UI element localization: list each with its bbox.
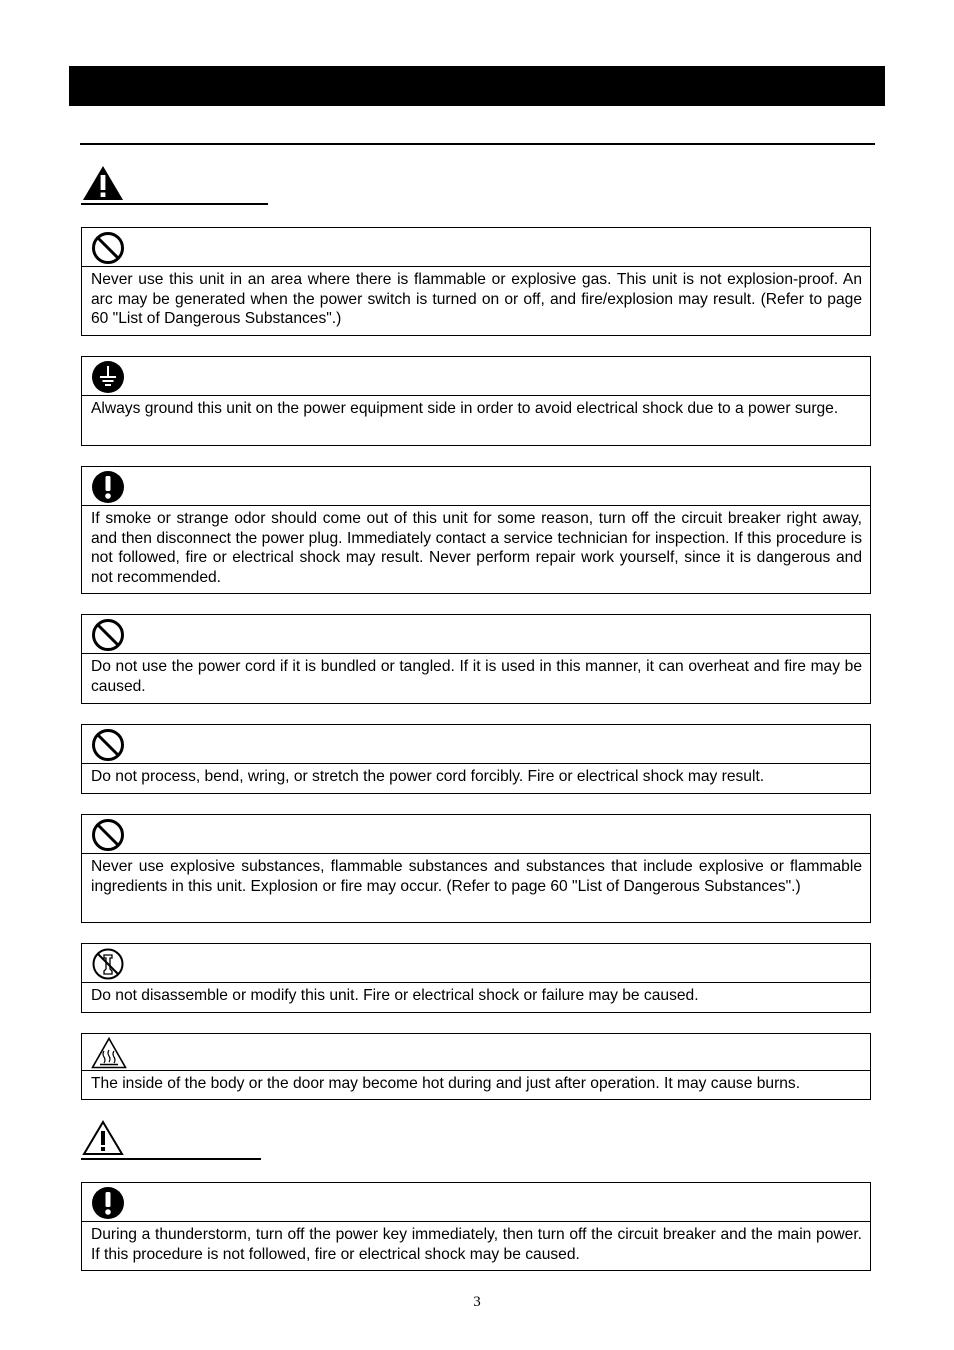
warning-underline: [81, 203, 268, 205]
mandatory-exclamation-icon: [91, 1186, 125, 1220]
warning-section-header: [81, 165, 271, 207]
icon-row: [82, 357, 870, 396]
warning-filled-icon: [82, 165, 124, 201]
caution-item-box: [81, 1182, 871, 1271]
warning-text: Never use this unit in an area where there is flammable or explosive gas. This unit is not explosion-proof. An arc may be generated when the power switch is turned on or off, and fire/explosion may result. (Refer to page 60 "List of Dangerous Substances".): [91, 271, 862, 327]
caution-section-header: [81, 1120, 263, 1162]
prohibition-icon: [91, 231, 125, 265]
warning-item-box: [81, 943, 871, 1013]
warning-text: The inside of the body or the door may become hot during and just after operation. It may cause burns.: [91, 1075, 801, 1092]
icon-row: [82, 944, 870, 983]
icon-row: [82, 228, 870, 267]
page-number: 3: [473, 1294, 481, 1310]
icon-row: [82, 815, 870, 854]
warning-item-box: [81, 356, 871, 446]
warning-item-box: [81, 814, 871, 923]
warning-text: Do not disassemble or modify this unit. Fire or electrical shock or failure may be caused.: [91, 987, 699, 1004]
warning-text: Always ground this unit on the power equipment side in order to avoid electrical shock due to a power surge.: [91, 400, 839, 417]
warning-item-box: [81, 724, 871, 794]
warning-item-box: [81, 466, 871, 594]
ground-icon: [91, 360, 125, 394]
icon-row: [82, 1183, 870, 1222]
caution-underline: [81, 1158, 261, 1160]
icon-row: [82, 1034, 870, 1071]
prohibition-icon: [91, 818, 125, 852]
icon-row: [82, 725, 870, 764]
prohibition-icon: [91, 618, 125, 652]
warning-text: If smoke or strange odor should come out of this unit for some reason, turn off the circuit breaker right away, and then disconnect the power plug. Immediately contact a service technician for inspection. If this procedure is not followed, fire or electrical shock may result. Never perform repair work yourself, since it is dangerous and not recommended.: [91, 510, 862, 586]
prohibition-icon: [91, 728, 125, 762]
warning-item-box: [81, 227, 871, 336]
warning-text: Do not process, bend, wring, or stretch the power cord forcibly. Fire or electrical shock may result.: [91, 768, 765, 785]
hot-surface-icon: [91, 1037, 127, 1069]
icon-row: [82, 467, 870, 506]
title-bar: [69, 66, 885, 106]
warning-item-box: [81, 614, 871, 704]
warning-text: Never use explosive substances, flammable substances and substances that include explosive or flammable ingredients in this unit. Explosion or fire may occur. (Refer to page 60 "List of Dangerous Substances".): [91, 858, 862, 895]
mandatory-exclamation-icon: [91, 470, 125, 504]
caution-text: During a thunderstorm, turn off the power key immediately, then turn off the circuit breaker and the main power. If this procedure is not followed, fire or electrical shock may be caused.: [91, 1226, 862, 1263]
header-rule: [80, 143, 875, 145]
warning-item-box: [81, 1033, 871, 1100]
caution-outline-icon: [82, 1120, 124, 1156]
warning-text: Do not use the power cord if it is bundled or tangled. If it is used in this manner, it can overheat and fire may be caused.: [91, 658, 862, 695]
no-disassembly-icon: [91, 947, 125, 981]
icon-row: [82, 615, 870, 654]
